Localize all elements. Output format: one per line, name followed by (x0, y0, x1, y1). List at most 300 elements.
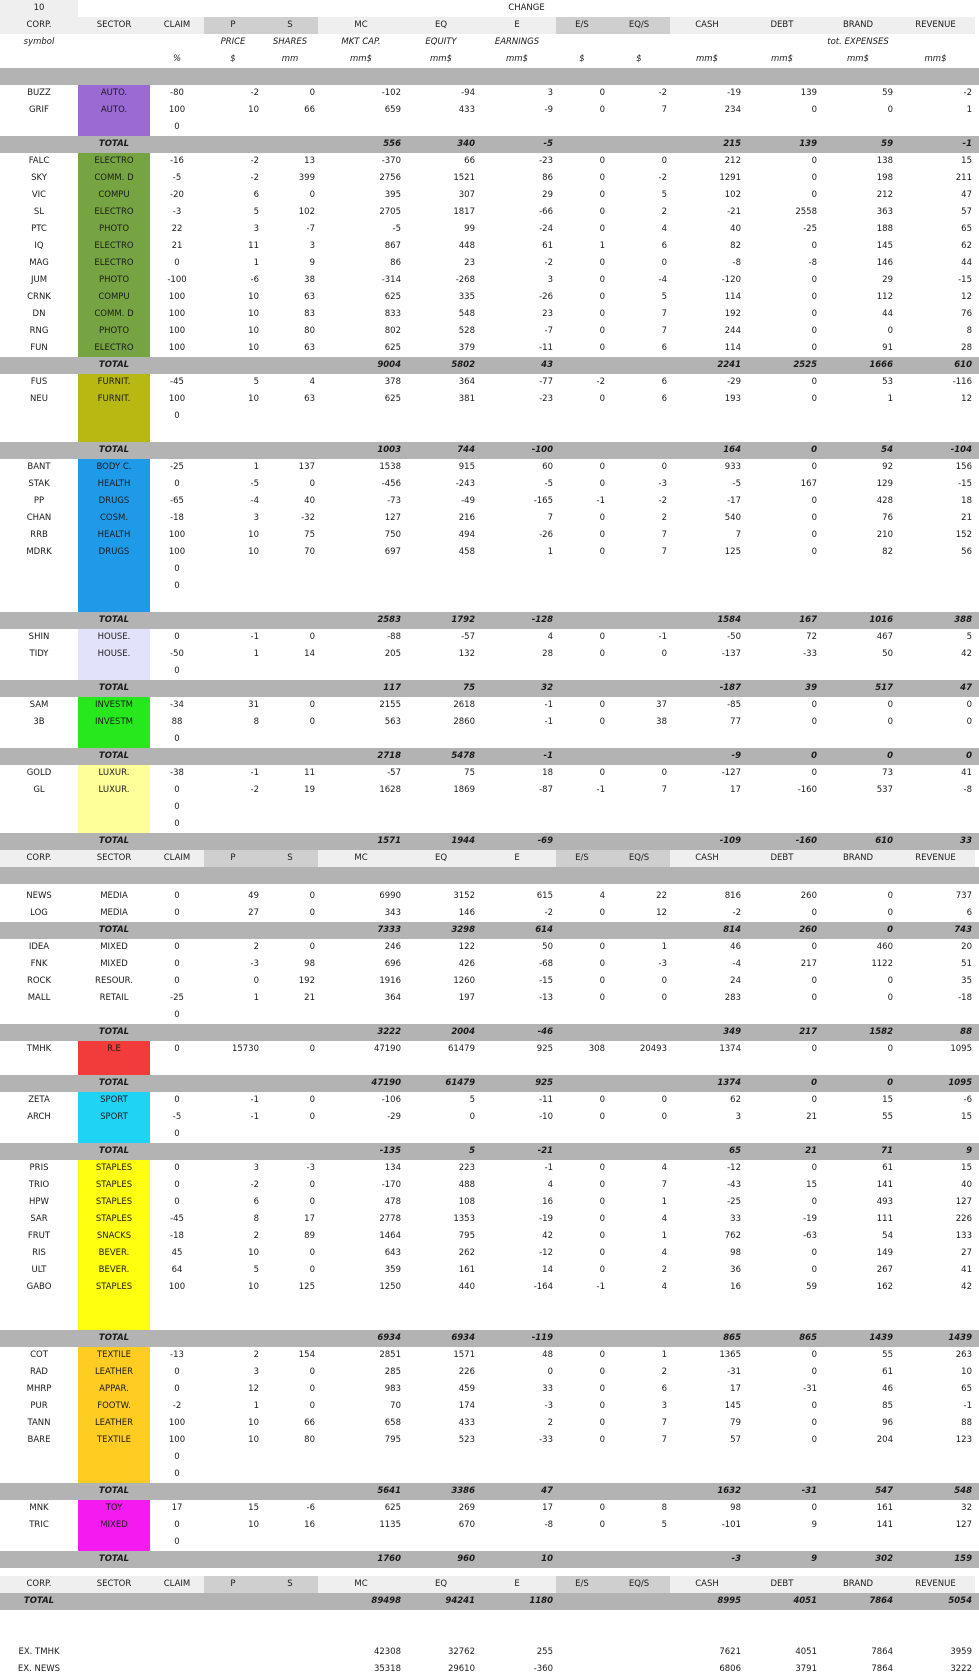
value-cell[interactable]: -2 (658, 173, 667, 183)
value-cell[interactable]: 63 (304, 394, 315, 404)
value-cell[interactable]: 2 (253, 1350, 259, 1360)
value-cell[interactable]: -11 (539, 343, 553, 353)
value-cell[interactable]: 625 (384, 394, 401, 404)
value-cell[interactable]: 42 (961, 649, 972, 659)
total-value[interactable]: 388 (954, 615, 972, 625)
value-cell[interactable]: 0 (174, 411, 180, 421)
subheader[interactable]: EQUITY (425, 37, 457, 47)
value-cell[interactable]: 76 (882, 513, 893, 523)
value-cell[interactable]: 76 (961, 309, 972, 319)
total-value[interactable]: -21 (537, 1146, 553, 1156)
sector-cell[interactable]: LEATHER (78, 1415, 150, 1432)
value-cell[interactable]: 359 (384, 1265, 401, 1275)
symbol-cell[interactable]: PP (33, 496, 45, 506)
value-cell[interactable]: 226 (955, 1214, 972, 1224)
value-cell[interactable]: 28 (961, 343, 972, 353)
value-cell[interactable]: 0 (174, 1537, 180, 1547)
value-cell[interactable]: 145 (876, 241, 893, 251)
value-cell[interactable]: -2 (963, 88, 972, 98)
total-value[interactable]: 3298 (451, 925, 475, 935)
value-cell[interactable]: 27 (961, 1248, 972, 1258)
value-cell[interactable]: 77 (730, 717, 741, 727)
value-cell[interactable]: 2778 (379, 1214, 401, 1224)
value-cell[interactable]: 2 (661, 1367, 667, 1377)
total-value[interactable]: 3386 (451, 1486, 475, 1496)
value-cell[interactable]: 263 (955, 1350, 972, 1360)
total-value[interactable]: 1666 (869, 360, 893, 370)
value-cell[interactable]: 0 (253, 976, 259, 986)
value-cell[interactable]: 244 (724, 326, 741, 336)
value-cell[interactable]: 0 (661, 1095, 667, 1105)
value-cell[interactable]: 62 (961, 241, 972, 251)
value-cell[interactable]: -7 (306, 224, 315, 234)
value-cell[interactable]: 0 (811, 993, 817, 1003)
total-label[interactable]: TOTAL (98, 925, 130, 935)
sector-cell[interactable]: PHOTO (78, 323, 150, 340)
column-header[interactable]: REVENUE (896, 1576, 975, 1593)
total-value[interactable]: -5 (543, 139, 553, 149)
value-cell[interactable]: 134 (384, 1163, 401, 1173)
value-cell[interactable]: -6 (250, 275, 259, 285)
value-cell[interactable]: 0 (887, 326, 893, 336)
value-cell[interactable]: 0 (661, 462, 667, 472)
symbol-cell[interactable]: TANN (27, 1418, 51, 1428)
symbol-cell[interactable]: NEWS (26, 891, 52, 901)
value-cell[interactable]: 3152 (453, 891, 475, 901)
value-cell[interactable]: 0 (599, 1163, 605, 1173)
value-cell[interactable]: 0 (661, 156, 667, 166)
value-cell[interactable]: 73 (882, 768, 893, 778)
value-cell[interactable]: 0 (599, 1503, 605, 1513)
value-cell[interactable]: 234 (724, 105, 741, 115)
value-cell[interactable]: 1 (966, 105, 972, 115)
ex-label[interactable]: EX. TMHK (18, 1647, 60, 1657)
value-cell[interactable]: 10 (248, 530, 259, 540)
value-cell[interactable]: 540 (724, 513, 741, 523)
column-header[interactable]: BRAND (820, 850, 896, 867)
value-cell[interactable]: 0 (599, 1180, 605, 1190)
value-cell[interactable]: 129 (876, 479, 893, 489)
value-cell[interactable]: 112 (876, 292, 893, 302)
value-cell[interactable]: 0 (599, 1367, 605, 1377)
value-cell[interactable]: 0 (811, 547, 817, 557)
value-cell[interactable]: 1 (661, 1350, 667, 1360)
grand-total-value[interactable]: 7864 (869, 1596, 893, 1606)
column-header[interactable]: DEBT (744, 17, 820, 34)
value-cell[interactable]: 548 (458, 309, 475, 319)
value-cell[interactable]: 55 (882, 1350, 893, 1360)
value-cell[interactable]: 493 (876, 1197, 893, 1207)
column-header[interactable]: MC (318, 1576, 404, 1593)
value-cell[interactable]: 1538 (379, 462, 401, 472)
value-cell[interactable]: 149 (876, 1248, 893, 1258)
value-cell[interactable]: -5 (250, 479, 259, 489)
column-header[interactable]: BRAND (820, 17, 896, 34)
value-cell[interactable]: 0 (599, 1197, 605, 1207)
value-cell[interactable]: 643 (384, 1248, 401, 1258)
sector-cell[interactable] (78, 119, 150, 136)
value-cell[interactable]: 448 (458, 241, 475, 251)
value-cell[interactable]: -3 (172, 207, 182, 217)
value-cell[interactable]: 2756 (379, 173, 401, 183)
value-cell[interactable]: 47 (961, 190, 972, 200)
value-cell[interactable]: 659 (384, 105, 401, 115)
value-cell[interactable]: 0 (599, 942, 605, 952)
value-cell[interactable]: 1571 (453, 1350, 475, 1360)
value-cell[interactable]: 125 (724, 547, 741, 557)
total-value[interactable]: 47 (960, 683, 972, 693)
value-cell[interactable]: 86 (390, 258, 401, 268)
value-cell[interactable]: 96 (882, 1418, 893, 1428)
value-cell[interactable]: 467 (876, 632, 893, 642)
value-cell[interactable]: 285 (384, 1367, 401, 1377)
value-cell[interactable]: 210 (876, 530, 893, 540)
value-cell[interactable]: 0 (599, 649, 605, 659)
value-cell[interactable]: 1122 (871, 959, 893, 969)
value-cell[interactable]: 21 (806, 1112, 817, 1122)
value-cell[interactable]: 4 (661, 1163, 667, 1173)
value-cell[interactable]: 66 (304, 105, 315, 115)
value-cell[interactable]: 28 (542, 649, 553, 659)
value-cell[interactable]: -1 (544, 717, 553, 727)
value-cell[interactable]: -1 (544, 1163, 553, 1173)
value-cell[interactable]: 10 (248, 547, 259, 557)
value-cell[interactable]: -18 (170, 513, 184, 523)
sector-cell[interactable]: STAPLES (78, 1160, 150, 1177)
total-label[interactable]: TOTAL (98, 1078, 130, 1088)
value-cell[interactable]: -8 (732, 258, 741, 268)
sector-cell[interactable]: STAPLES (78, 1177, 150, 1194)
sector-cell[interactable] (78, 816, 150, 833)
value-cell[interactable]: 2155 (379, 700, 401, 710)
symbol-cell[interactable]: FALC (28, 156, 50, 166)
value-cell[interactable]: 0 (811, 394, 817, 404)
total-value[interactable]: 167 (799, 615, 817, 625)
value-cell[interactable]: 46 (730, 942, 741, 952)
value-cell[interactable]: 4 (309, 377, 315, 387)
symbol-cell[interactable]: TMHK (26, 1044, 52, 1054)
total-value[interactable]: 21 (805, 1146, 817, 1156)
column-header[interactable]: BRAND (820, 1576, 896, 1593)
column-header[interactable]: REVENUE (896, 850, 975, 867)
value-cell[interactable]: 0 (887, 891, 893, 901)
symbol-cell[interactable]: MNK (29, 1503, 49, 1513)
value-cell[interactable]: 0 (599, 700, 605, 710)
value-cell[interactable]: 2 (253, 942, 259, 952)
column-header[interactable]: S (262, 1576, 318, 1593)
value-cell[interactable]: 92 (882, 462, 893, 472)
sector-cell[interactable]: STAPLES (78, 1211, 150, 1228)
total-value[interactable]: 1792 (451, 615, 475, 625)
value-cell[interactable]: 0 (599, 513, 605, 523)
column-header[interactable]: CASH (670, 17, 744, 34)
column-header[interactable]: E/S (556, 1576, 608, 1593)
value-cell[interactable]: -160 (797, 785, 817, 795)
value-cell[interactable]: 61 (542, 241, 553, 251)
value-cell[interactable]: 70 (304, 547, 315, 557)
value-cell[interactable]: 0 (661, 1112, 667, 1122)
value-cell[interactable]: 15 (248, 1503, 259, 1513)
value-cell[interactable]: 204 (876, 1435, 893, 1445)
total-value[interactable]: 743 (954, 925, 972, 935)
value-cell[interactable]: 0 (599, 309, 605, 319)
symbol-cell[interactable]: SL (33, 207, 45, 217)
total-value[interactable]: 39 (805, 683, 817, 693)
value-cell[interactable]: 31 (248, 700, 259, 710)
subheader[interactable]: MKT CAP. (341, 37, 381, 47)
unit-label[interactable]: $ (579, 54, 585, 64)
value-cell[interactable]: 0 (661, 649, 667, 659)
value-cell[interactable]: 198 (876, 173, 893, 183)
value-cell[interactable]: 0 (599, 908, 605, 918)
value-cell[interactable]: 0 (309, 1044, 315, 1054)
value-cell[interactable]: 625 (384, 1503, 401, 1513)
value-cell[interactable]: 335 (458, 292, 475, 302)
value-cell[interactable]: -49 (461, 496, 475, 506)
value-cell[interactable]: -5 (172, 1112, 182, 1122)
value-cell[interactable]: 0 (887, 105, 893, 115)
value-cell[interactable]: 0 (174, 908, 180, 918)
subheader[interactable]: tot. EXPENSES (827, 37, 889, 47)
total-value[interactable]: -1 (962, 139, 972, 149)
value-cell[interactable]: 0 (174, 785, 180, 795)
value-cell[interactable]: 262 (458, 1248, 475, 1258)
value-cell[interactable]: -5 (172, 173, 182, 183)
sector-cell[interactable]: MIXED (78, 1517, 150, 1534)
value-cell[interactable]: 61 (882, 1367, 893, 1377)
total-value[interactable]: 0 (966, 751, 972, 761)
value-cell[interactable]: 0 (811, 513, 817, 523)
sector-cell[interactable]: COMM. D (78, 170, 150, 187)
value-cell[interactable]: 0 (811, 1248, 817, 1258)
value-cell[interactable]: 59 (882, 88, 893, 98)
value-cell[interactable]: 433 (458, 105, 475, 115)
value-cell[interactable]: 102 (298, 207, 315, 217)
value-cell[interactable]: 75 (464, 768, 475, 778)
value-cell[interactable]: 20493 (639, 1044, 667, 1054)
total-value[interactable]: 2583 (377, 615, 401, 625)
symbol-cell[interactable]: SHIN (28, 632, 50, 642)
value-cell[interactable]: 3 (253, 1367, 259, 1377)
sector-cell[interactable] (78, 799, 150, 816)
value-cell[interactable]: 32 (961, 1503, 972, 1513)
value-cell[interactable]: 7 (661, 785, 667, 795)
total-value[interactable]: 5641 (377, 1486, 401, 1496)
column-header[interactable]: S (262, 850, 318, 867)
change-label[interactable]: CHANGE (508, 3, 545, 13)
value-cell[interactable]: 0 (811, 1401, 817, 1411)
total-value[interactable]: 1439 (948, 1333, 972, 1343)
value-cell[interactable]: 216 (458, 513, 475, 523)
value-cell[interactable]: -6 (963, 1095, 972, 1105)
sector-cell[interactable] (78, 731, 150, 748)
value-cell[interactable]: 867 (384, 241, 401, 251)
sector-cell[interactable]: FOOTW. (78, 1398, 150, 1415)
ex-value[interactable]: 7864 (871, 1647, 893, 1657)
value-cell[interactable]: 100 (168, 547, 186, 557)
sector-cell[interactable]: STAPLES (78, 1279, 150, 1296)
value-cell[interactable]: 38 (304, 275, 315, 285)
total-value[interactable]: -31 (801, 1486, 817, 1496)
value-cell[interactable]: 433 (458, 1418, 475, 1428)
value-cell[interactable]: 0 (661, 976, 667, 986)
value-cell[interactable]: 625 (384, 292, 401, 302)
symbol-cell[interactable]: 3B (33, 717, 45, 727)
value-cell[interactable]: 0 (599, 292, 605, 302)
value-cell[interactable]: -68 (539, 959, 553, 969)
symbol-cell[interactable]: RNG (29, 326, 49, 336)
value-cell[interactable]: 440 (458, 1282, 475, 1292)
total-value[interactable]: 7333 (377, 925, 401, 935)
symbol-cell[interactable]: TRIC (29, 1520, 49, 1530)
value-cell[interactable]: -25 (727, 1197, 741, 1207)
value-cell[interactable]: 100 (168, 1418, 186, 1428)
value-cell[interactable]: -45 (170, 377, 184, 387)
value-cell[interactable]: 108 (458, 1197, 475, 1207)
value-cell[interactable]: 33 (730, 1214, 741, 1224)
sector-cell[interactable] (78, 1449, 150, 1466)
value-cell[interactable]: 7 (661, 1435, 667, 1445)
value-cell[interactable]: 161 (458, 1265, 475, 1275)
value-cell[interactable]: 0 (309, 1265, 315, 1275)
value-cell[interactable]: -26 (539, 530, 553, 540)
value-cell[interactable]: 64 (171, 1265, 183, 1275)
ex-value[interactable]: 35318 (373, 1664, 401, 1674)
value-cell[interactable]: 7 (661, 1418, 667, 1428)
total-value[interactable]: 556 (383, 139, 401, 149)
value-cell[interactable]: 0 (599, 530, 605, 540)
value-cell[interactable]: 459 (458, 1384, 475, 1394)
value-cell[interactable]: -23 (539, 156, 553, 166)
sector-cell[interactable]: FURNIT. (78, 374, 150, 391)
sector-cell[interactable]: PHOTO (78, 221, 150, 238)
value-cell[interactable]: 0 (599, 156, 605, 166)
value-cell[interactable]: 40 (730, 224, 741, 234)
value-cell[interactable]: 20 (961, 942, 972, 952)
value-cell[interactable]: 0 (309, 632, 315, 642)
total-value[interactable]: 88 (960, 1027, 972, 1037)
value-cell[interactable]: 6 (253, 1197, 259, 1207)
value-cell[interactable]: 0 (599, 1214, 605, 1224)
ex-value[interactable]: 3222 (950, 1664, 972, 1674)
total-value[interactable]: 925 (535, 1078, 553, 1088)
unit-label[interactable]: mm$ (430, 54, 452, 64)
value-cell[interactable]: 8 (661, 1503, 667, 1513)
value-cell[interactable]: 3 (253, 513, 259, 523)
value-cell[interactable]: 139 (800, 88, 817, 98)
value-cell[interactable]: -2 (250, 785, 259, 795)
value-cell[interactable]: 0 (174, 1180, 180, 1190)
value-cell[interactable]: 0 (174, 734, 180, 744)
sector-cell[interactable]: BEVER. (78, 1262, 150, 1279)
subheader[interactable]: SHARES (272, 37, 308, 47)
value-cell[interactable]: -1 (596, 785, 605, 795)
value-cell[interactable]: 0 (599, 1265, 605, 1275)
value-cell[interactable]: -116 (952, 377, 972, 387)
value-cell[interactable]: 0 (599, 462, 605, 472)
value-cell[interactable]: 925 (536, 1044, 553, 1054)
value-cell[interactable]: 127 (955, 1197, 972, 1207)
value-cell[interactable]: 750 (384, 530, 401, 540)
value-cell[interactable]: 54 (882, 1231, 893, 1241)
unit-label[interactable]: mm$ (506, 54, 528, 64)
value-cell[interactable]: 0 (309, 479, 315, 489)
value-cell[interactable]: 0 (887, 976, 893, 986)
value-cell[interactable]: 10 (248, 394, 259, 404)
value-cell[interactable]: -57 (387, 768, 401, 778)
value-cell[interactable]: 226 (458, 1367, 475, 1377)
value-cell[interactable]: 0 (599, 959, 605, 969)
symbol-cell[interactable]: FRUT (27, 1231, 51, 1241)
value-cell[interactable]: -1 (658, 632, 667, 642)
total-value[interactable]: 6934 (377, 1333, 401, 1343)
column-header[interactable]: E/S (556, 850, 608, 867)
value-cell[interactable]: 4 (661, 1282, 667, 1292)
value-cell[interactable]: 1353 (453, 1214, 475, 1224)
value-cell[interactable]: 5 (253, 377, 259, 387)
value-cell[interactable]: -33 (539, 1435, 553, 1445)
sector-cell[interactable]: MIXED (78, 939, 150, 956)
ex-value[interactable]: 4051 (795, 1647, 817, 1657)
value-cell[interactable]: 10 (248, 1248, 259, 1258)
value-cell[interactable]: -31 (727, 1367, 741, 1377)
value-cell[interactable]: 65 (961, 1384, 972, 1394)
sector-cell[interactable]: ELECTRO (78, 255, 150, 272)
value-cell[interactable]: -63 (803, 1231, 817, 1241)
total-label[interactable]: TOTAL (98, 683, 130, 693)
value-cell[interactable]: 1 (253, 258, 259, 268)
value-cell[interactable]: 0 (174, 1384, 180, 1394)
column-header[interactable]: SECTOR (78, 850, 150, 867)
value-cell[interactable]: 6 (253, 190, 259, 200)
value-cell[interactable]: 0 (599, 343, 605, 353)
value-cell[interactable]: -165 (533, 496, 553, 506)
value-cell[interactable]: 0 (599, 1248, 605, 1258)
symbol-cell[interactable]: JUM (30, 275, 48, 285)
value-cell[interactable]: 138 (876, 156, 893, 166)
value-cell[interactable]: 933 (724, 462, 741, 472)
value-cell[interactable]: 5 (966, 632, 972, 642)
value-cell[interactable]: 0 (599, 768, 605, 778)
column-header[interactable]: DEBT (744, 850, 820, 867)
value-cell[interactable]: -66 (539, 207, 553, 217)
value-cell[interactable]: 146 (876, 258, 893, 268)
value-cell[interactable]: 66 (304, 1418, 315, 1428)
value-cell[interactable]: 2558 (795, 207, 817, 217)
value-cell[interactable]: 29 (542, 190, 553, 200)
total-value[interactable]: 32 (541, 683, 553, 693)
symbol-cell[interactable]: RAD (30, 1367, 48, 1377)
symbol-cell[interactable]: STAK (28, 479, 50, 489)
value-cell[interactable]: 537 (876, 785, 893, 795)
total-value[interactable]: -128 (531, 615, 553, 625)
value-cell[interactable]: 0 (811, 1044, 817, 1054)
value-cell[interactable]: -12 (727, 1163, 741, 1173)
value-cell[interactable]: 1374 (719, 1044, 741, 1054)
total-value[interactable]: 1374 (717, 1078, 741, 1088)
sector-cell[interactable]: HOUSE. (78, 646, 150, 663)
value-cell[interactable]: 88 (961, 1418, 972, 1428)
value-cell[interactable]: -170 (381, 1180, 401, 1190)
value-cell[interactable]: 22 (171, 224, 183, 234)
value-cell[interactable]: 12 (961, 292, 972, 302)
column-header[interactable]: REVENUE (896, 17, 975, 34)
value-cell[interactable]: 0 (599, 976, 605, 986)
value-cell[interactable]: 308 (588, 1044, 605, 1054)
value-cell[interactable]: 1 (253, 462, 259, 472)
symbol-cell[interactable]: ZETA (28, 1095, 50, 1105)
value-cell[interactable]: 4 (661, 1214, 667, 1224)
